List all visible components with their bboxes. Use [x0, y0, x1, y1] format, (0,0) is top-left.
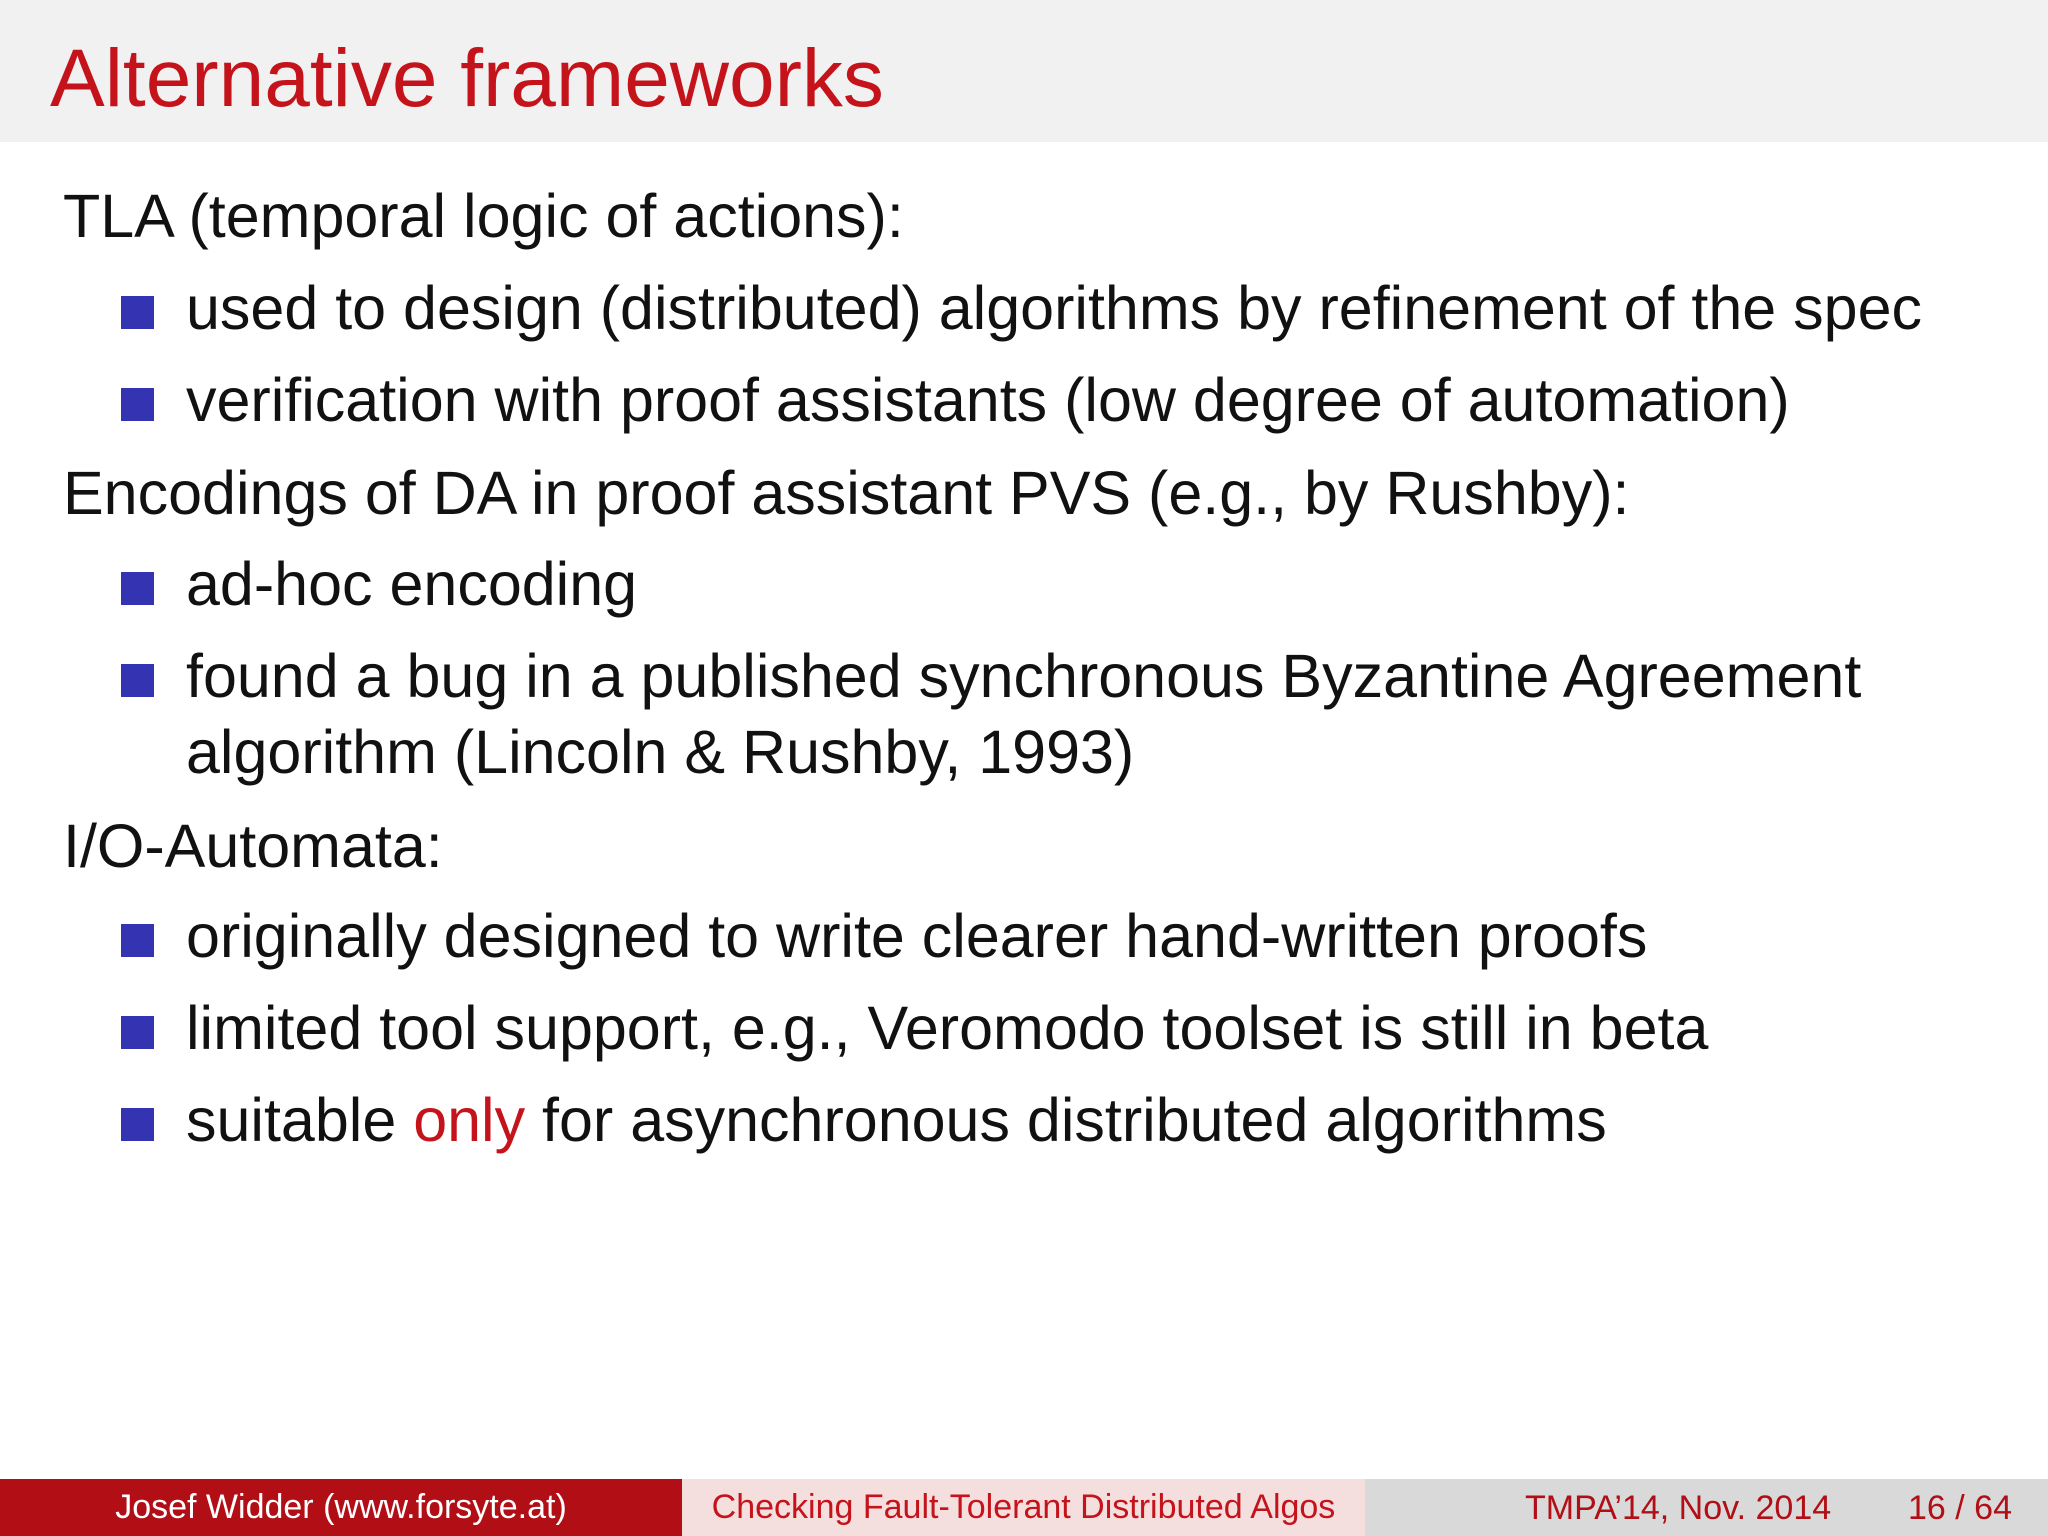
page-number: 16 / 64 — [1908, 1489, 2012, 1527]
bullet-square-icon — [121, 1108, 154, 1141]
bullet-square-icon — [121, 388, 154, 421]
bullet-square-icon — [121, 924, 154, 957]
list-item: found a bug in a published synchronous Byzantine Agreement — [186, 642, 1862, 710]
list-item: used to design (distributed) algorithms by refinement of the spec — [186, 274, 1923, 342]
title-bar — [0, 0, 2048, 142]
list-item: ad-hoc encoding — [186, 550, 638, 618]
bullet-square-icon — [121, 664, 154, 697]
section-heading-pvs: Encodings of DA in proof assistant PVS (e.g., by Rushby): — [63, 459, 1630, 527]
list-item: limited tool support, e.g., Veromodo toolset is still in beta — [186, 994, 1709, 1062]
list-item: originally designed to write clearer hand-written proofs — [186, 902, 1648, 970]
footer-conference: TMPA’14, Nov. 2014 — [1525, 1489, 1832, 1527]
footer-meta — [1365, 1479, 2048, 1536]
list-item — [186, 1082, 1607, 1158]
emphasis-text: only — [413, 1086, 526, 1154]
list-item-continuation: algorithm (Lincoln & Rushby, 1993) — [186, 718, 1135, 786]
footer-talk-title: Checking Fault-Tolerant Distributed Algos — [682, 1479, 1365, 1536]
bullet-square-icon — [121, 1016, 154, 1049]
section-heading-tla: TLA (temporal logic of actions): — [63, 182, 904, 250]
slide-footer — [0, 1479, 2048, 1536]
footer-author: Josef Widder (www.forsyte.at) — [0, 1479, 682, 1536]
bullet-square-icon — [121, 572, 154, 605]
list-item: verification with proof assistants (low degree of automation) — [186, 366, 1790, 434]
list-item-text: suitable — [186, 1086, 414, 1154]
bullet-square-icon — [121, 296, 154, 329]
list-item-text: for asynchronous distributed algorithms — [525, 1086, 1607, 1154]
slide-body — [0, 142, 2048, 1410]
section-heading-io-automata: I/O-Automata: — [63, 812, 443, 880]
slide-title: Alternative frameworks — [50, 33, 884, 124]
